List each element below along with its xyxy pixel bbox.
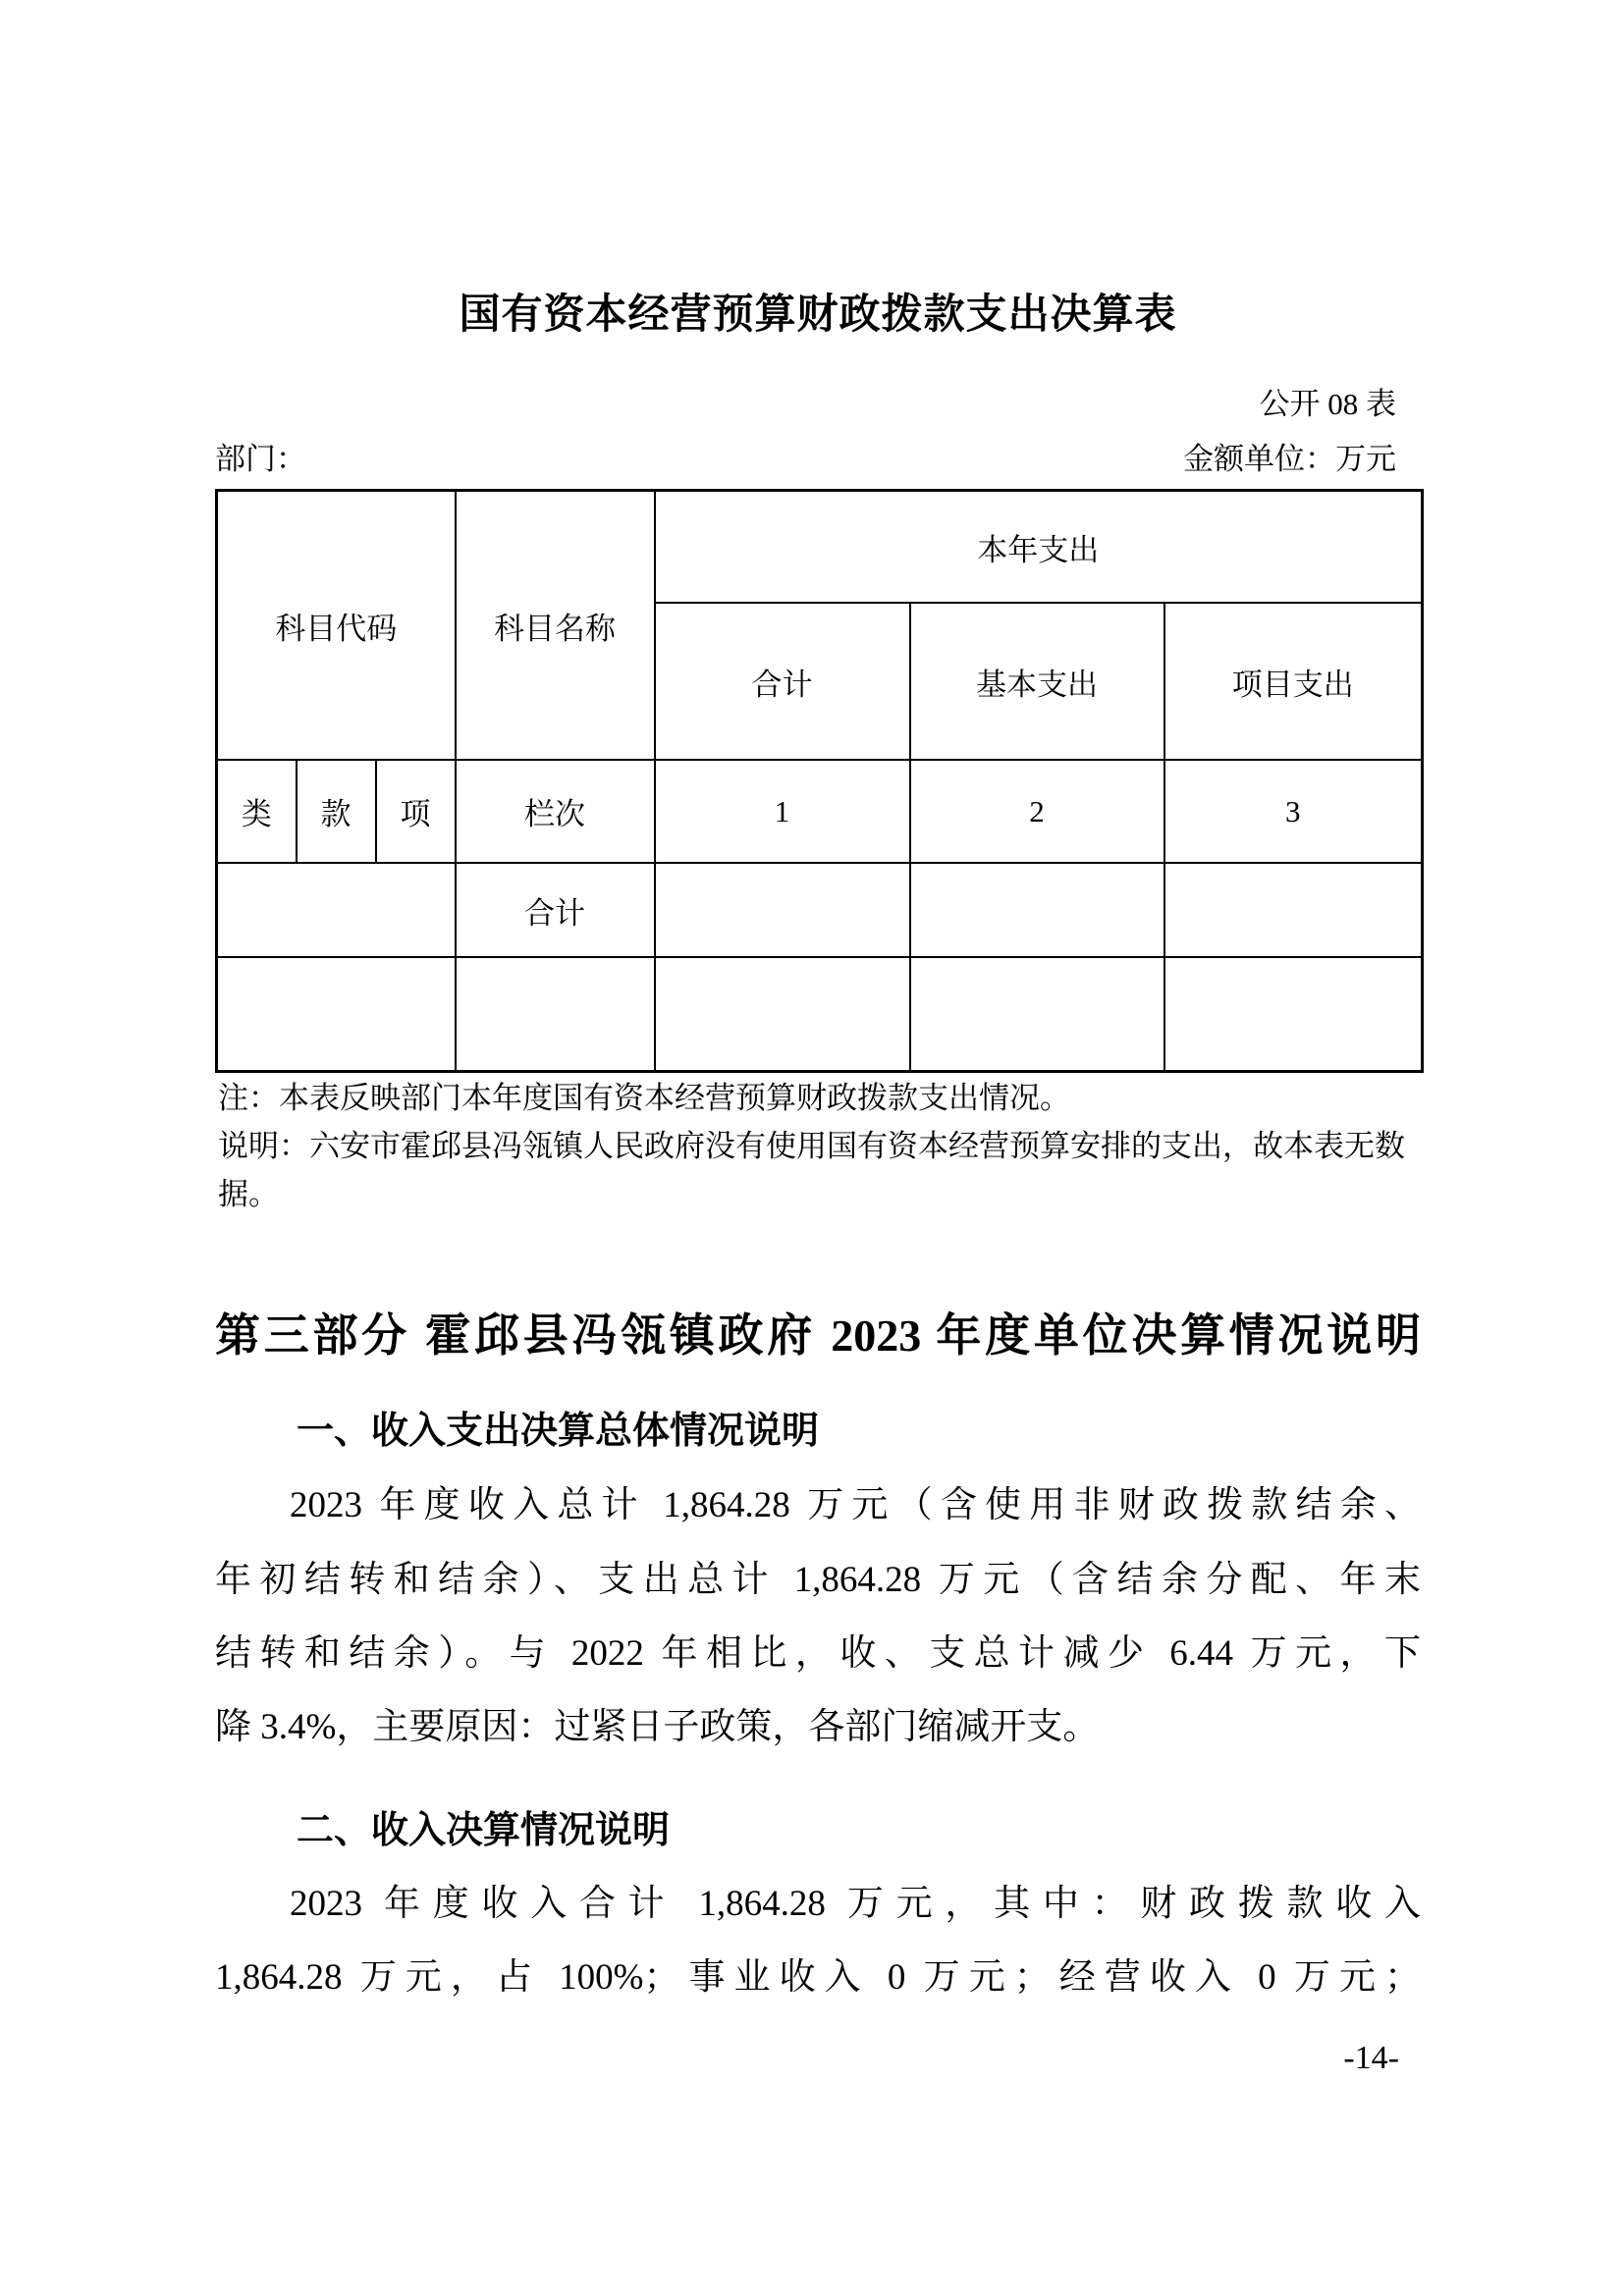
paragraph-2-line-2: 1,864.28 万元，占 100%；事业收入 0 万元；经营收入 0 万元； [215, 1957, 1421, 1998]
total-row-label: 合计 [456, 863, 655, 957]
index-category: 类 [217, 760, 297, 863]
empty-project-cell [1164, 957, 1423, 1072]
empty-total-cell [655, 957, 910, 1072]
empty-name-cell [456, 957, 655, 1072]
empty-basic-cell [910, 957, 1164, 1072]
header-basic-expenditure: 基本支出 [910, 603, 1164, 760]
part-three-heading: 第三部分 霍邱县冯瓴镇政府 2023 年度单位决算情况说明 [215, 1310, 1421, 1361]
amount-unit-label: 金额单位：万元 [1183, 442, 1396, 476]
index-col-2: 2 [910, 760, 1164, 863]
header-project-expenditure: 项目支出 [1164, 603, 1423, 760]
paragraph-1-line-2: 年初结转和结余）、支出总计 1,864.28 万元（含结余分配、年末 [215, 1560, 1421, 1600]
paragraph-2-line-1: 2023 年度收入合计 1,864.28 万元，其中：财政拨款收入 [290, 1884, 1421, 1924]
empty-code-cell [217, 957, 456, 1072]
index-col-1: 1 [655, 760, 910, 863]
section-two-heading: 二、收入决算情况说明 [297, 1810, 671, 1851]
header-subject-name: 科目名称 [456, 491, 655, 761]
paragraph-1-line-3: 结转和结余）。与 2022 年相比，收、支总计减少 6.44 万元，下 [215, 1633, 1421, 1674]
index-col-3: 3 [1164, 760, 1423, 863]
total-row-project-value [1164, 863, 1423, 957]
table-total-row [217, 863, 1423, 957]
paragraph-1-line-4: 降 3.4%，主要原因：过紧日子政策，各部门缩减开支。 [215, 1707, 1100, 1747]
header-subject-code: 科目代码 [217, 491, 456, 761]
index-section: 款 [297, 760, 376, 863]
table-note-line: 注：本表反映部门本年度国有资本经营预算财政拨款支出情况。 [218, 1081, 1070, 1115]
budget-expenditure-table [215, 489, 1424, 1073]
table-notes [218, 1074, 1455, 1218]
table-remark-line: 说明：六安市霍邱县冯瓴镇人民政府没有使用国有资本经营预算安排的支出，故本表无数据。 [218, 1129, 1405, 1211]
index-item: 项 [376, 760, 456, 863]
total-row-total-value [655, 863, 910, 957]
header-total: 合计 [655, 603, 910, 760]
page-number: -14- [1343, 2040, 1399, 2076]
total-row-code-cell [217, 863, 456, 957]
document-title: 国有资本经营预算财政拨款支出决算表 [459, 291, 1177, 337]
paragraph-1-line-1: 2023 年度收入总计 1,864.28 万元（含使用非财政拨款结余、 [290, 1485, 1421, 1525]
header-current-year-expenditure: 本年支出 [655, 491, 1423, 604]
total-row-basic-value [910, 863, 1164, 957]
table-empty-row [217, 957, 1423, 1072]
department-label: 部门： [215, 442, 306, 476]
public-table-tag: 公开 08 表 [1259, 387, 1396, 421]
section-one-heading: 一、收入支出决算总体情况说明 [297, 1411, 820, 1452]
table-meta-row [215, 440, 1421, 479]
index-column-label: 栏次 [456, 760, 655, 863]
table-index-row [217, 760, 1423, 863]
table-header-row-1 [217, 491, 1423, 604]
